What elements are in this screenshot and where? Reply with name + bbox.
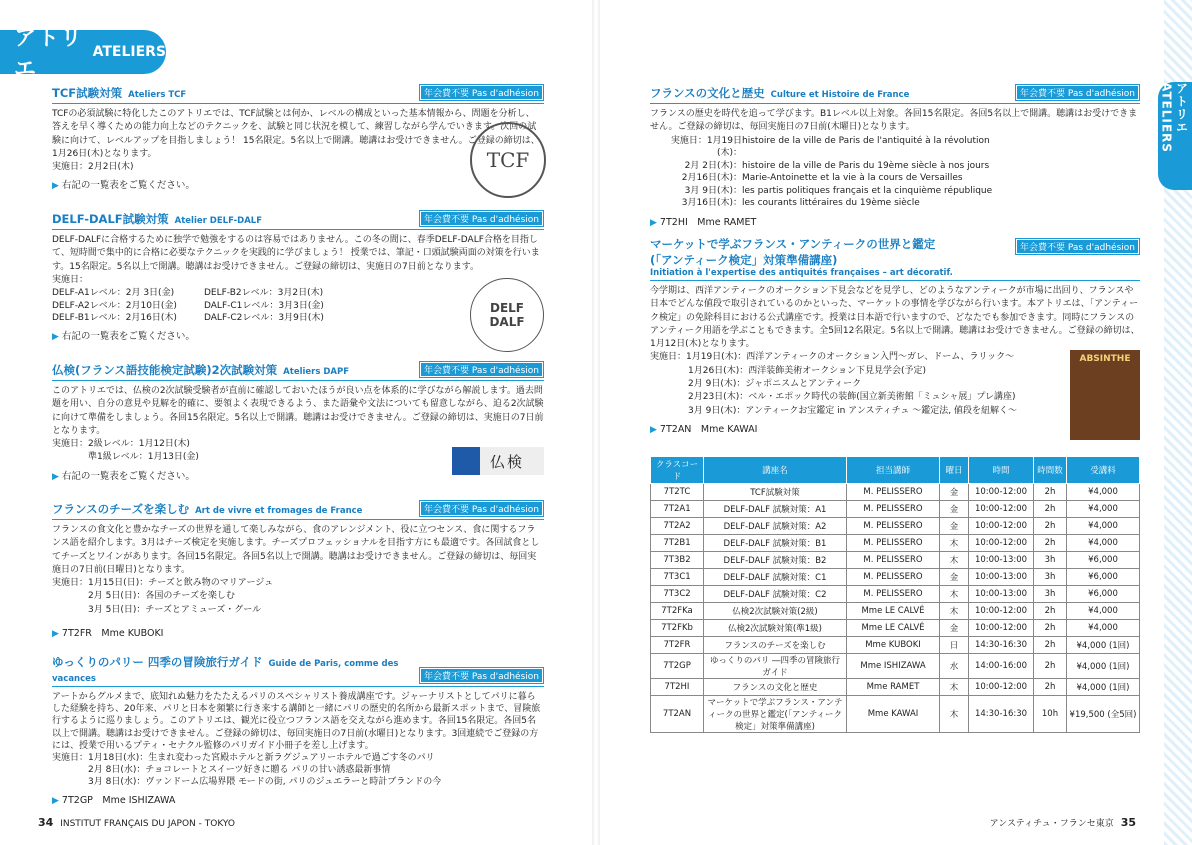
table-cell: 金 <box>940 484 969 501</box>
section-date: 実施日：2月2日(木) <box>52 162 134 173</box>
section-title <box>52 211 262 227</box>
section-header <box>52 654 544 687</box>
table-cell: 10:00-13:00 <box>969 552 1034 569</box>
table-row <box>651 535 1140 552</box>
section-header <box>52 500 544 520</box>
no-membership-badge: 年会費不要 Pas d'adhésion <box>1015 84 1140 101</box>
section-histoire <box>650 84 1140 228</box>
table-cell: 2h <box>1034 501 1067 518</box>
table-cell: M. PELISSERO <box>847 535 940 552</box>
schedule-cell: DELF-A2レベル：2月10日(金) <box>52 300 177 311</box>
table-row <box>651 552 1140 569</box>
table-header-row <box>651 457 1140 484</box>
section-link[interactable] <box>52 625 544 639</box>
triangle-arrow-icon: ▶ <box>52 471 59 482</box>
section-link[interactable] <box>52 177 544 191</box>
schedule-cell: DELF-A1レベル：2月 3日(金) <box>52 288 175 299</box>
schedule-line: 3月 8日(水)：ヴァンドーム広場界隈 モードの街, パリのジュエラーと時計ブランドの今 <box>88 777 442 788</box>
table-cell: 14:00-16:00 <box>969 654 1034 679</box>
table-row <box>651 501 1140 518</box>
schedule-cell: DALF-C1レベル：3月3日(金) <box>204 300 324 311</box>
delf-dalf-logo <box>470 278 544 352</box>
table-cell: 2h <box>1034 484 1067 501</box>
schedule-line: 準1級レベル：1月13日(金) <box>88 452 199 463</box>
schedule-line: 3月 9日(木)：アンティークお宝鑑定 in アンスティチュ 〜鑑定法, 値段を紐解く〜 <box>688 405 1017 416</box>
title-fr: Ateliers TCF <box>128 90 187 100</box>
table-cell: 7T2AN <box>651 696 704 733</box>
table-cell: 2h <box>1034 518 1067 535</box>
schedule-topic: Marie-Antoinette et la vie à la cours de Versailles <box>742 173 963 184</box>
table-cell: 14:30-16:30 <box>969 637 1034 654</box>
section-text: DELF-DALFに合格するために独学で勉強をするのは容易ではありません。この冬の間に、春季DELF-DALF合格を目指して、短時間で集中的に合格に必要なテクニックを実践的に学びましょう！ 授業では、筆記・口頭試験両面の対策を行います。15名限定。5名以上で開講。聴講はお受けできません。ご登録の締切は、実施日の7日前となります。 <box>52 235 540 272</box>
table-row <box>651 637 1140 654</box>
section-link[interactable] <box>52 792 544 806</box>
table-cell: 日 <box>940 637 969 654</box>
table-cell: M. PELISSERO <box>847 501 940 518</box>
section-header <box>52 84 544 104</box>
table-cell: ¥4,000 (1回) <box>1067 654 1140 679</box>
schedule-line: 1月26日(木)：西洋装飾美術オークション下見見学会(予定) <box>688 365 927 376</box>
table-cell: 仏検2次試験対策(2級) <box>704 603 847 620</box>
schedule-line: 実施日：1月18日(水)：生まれ変わった宮殿ホテルと新ラグジュアリーホテルで過ごす冬のパリ <box>52 753 435 764</box>
table-cell: ¥6,000 <box>1067 569 1140 586</box>
table-cell: ¥19,500 (全5回) <box>1067 696 1140 733</box>
page-number: 34 <box>38 816 54 829</box>
side-tab: アトリエ ATELIERS <box>1158 82 1192 190</box>
table-cell: 10:00-12:00 <box>969 518 1034 535</box>
table-cell: Mme LE CALVÉ <box>847 603 940 620</box>
futsuken-logo <box>452 447 544 475</box>
schedule-date: 3月 9日(木)： <box>684 185 742 196</box>
ateliers-banner <box>0 26 166 82</box>
title-fr: Initiation à l'expertise des antiquités françaises – art décoratif. <box>650 268 1140 281</box>
table-cell: ゆっくりのパリ ―四季の冒険旅行ガイド <box>704 654 847 679</box>
table-cell: 7T2A1 <box>651 501 704 518</box>
table-cell: ¥4,000 (1回) <box>1067 679 1140 696</box>
table-row <box>651 569 1140 586</box>
table-cell: 10:00-13:00 <box>969 586 1034 603</box>
link-text: 右記の一覧表をご覧ください。 <box>61 330 195 342</box>
table-cell: ¥6,000 <box>1067 586 1140 603</box>
table-cell: 7T2A2 <box>651 518 704 535</box>
table-cell: 10h <box>1034 696 1067 733</box>
title-fr: Atelier DELF-DALF <box>174 216 262 226</box>
table-body <box>651 484 1140 733</box>
footer-text: アンスティチュ・フランセ東京 <box>989 819 1114 829</box>
schedule-date: 3月16日(木)： <box>681 198 742 209</box>
section-title <box>52 362 349 378</box>
table-cell: 7T3C2 <box>651 586 704 603</box>
table-cell: ¥6,000 <box>1067 552 1140 569</box>
table-cell: M. PELISSERO <box>847 586 940 603</box>
table-cell: ¥4,000 <box>1067 535 1140 552</box>
table-cell: 10:00-12:00 <box>969 679 1034 696</box>
th-fee: 受講料 <box>1067 457 1140 484</box>
section-antique <box>650 236 1140 435</box>
section-title <box>52 85 186 101</box>
schedule-line: 2月 8日(水)：チョコレートとスイーツ好きに贈る パリの甘い誘惑最新事情 <box>88 765 391 776</box>
table-cell: 7T2HI <box>651 679 704 696</box>
left-footer <box>38 816 235 829</box>
section-tcf <box>52 84 544 191</box>
title-fr: Guide de Paris, comme des vacances <box>52 659 399 684</box>
section-header <box>52 210 544 230</box>
table-cell: Mme RAMET <box>847 679 940 696</box>
title-jp: TCF試験対策 <box>52 86 123 100</box>
page-number: 35 <box>1120 816 1136 829</box>
table-row <box>651 518 1140 535</box>
section-text: アートからグルメまで、底知れぬ魅力をたたえるパリのスペシャリスト養成講座です。ジャーナリストとしてパリに暮らした経験を持ち、20年来、パリと日本を頻繁に行き来する講師と一緒にパリの歴史的名所から最新スポットまで、冒険旅行するように巡りましょう。このアトリエは、観光に役立つフランス語を交えながら進めます。各回15名限定。各回5名以上で開講。聴講はお受けできません。ご登録の締切は、毎回実施日の7日前(水曜日)となります。3回連続でご登録の方には、授業で用いるプティ・セナクル監修のパリガイド小冊子を差し上げます。 <box>52 692 541 751</box>
triangle-arrow-icon: ▶ <box>650 217 657 228</box>
table-cell: 10:00-12:00 <box>969 484 1034 501</box>
table-cell: 3h <box>1034 586 1067 603</box>
delf-logo-text: DELF DALF <box>489 301 525 329</box>
table-row <box>651 484 1140 501</box>
table-cell: 水 <box>940 654 969 679</box>
banner-jp: アトリエ <box>14 26 84 82</box>
section-title <box>650 85 909 101</box>
section-text: このアトリエでは、仏検の2次試験受験者が直前に確認しておいたほうが良い点を体系的に学びながら解説します。過去問題を用い、自分の意見や見解を的確に、要領よく表現できるよう、また語彙や文法についても留意しながら、迫る2次試験に向けて準備をしましょう。各回15名限定。5名以上で開講。聴講はお受けできません。ご登録の締切は、実施日の7日前となります。 <box>52 386 544 436</box>
table-cell: マーケットで学ぶフランス・アンティークの世界と鑑定(「アンティーク検定」対策準備講座) <box>704 696 847 733</box>
table-cell: 金 <box>940 518 969 535</box>
th-day: 曜日 <box>940 457 969 484</box>
table-cell: Mme LE CALVÉ <box>847 620 940 637</box>
table-cell: ¥4,000 <box>1067 603 1140 620</box>
table-cell: 7T2FKb <box>651 620 704 637</box>
link-text: 7T2GP Mme ISHIZAWA <box>61 794 176 806</box>
table-cell: ¥4,000 (1回) <box>1067 637 1140 654</box>
table-cell: 2h <box>1034 603 1067 620</box>
schedule-line: 実施日：1月15日(日)：チーズと飲み物のマリアージュ <box>52 578 274 589</box>
table-cell: ¥4,000 <box>1067 501 1140 518</box>
section-title <box>52 501 362 517</box>
dates-label: 実施日： <box>52 274 89 285</box>
link-text: 7T2FR Mme KUBOKI <box>61 628 164 640</box>
title-line: (「アンティーク検定」対策準備講座) <box>650 253 838 267</box>
no-membership-badge: 年会費不要 Pas d'adhésion <box>419 84 544 101</box>
schedule-topic: les partis politiques français et la cinquième république <box>742 185 993 196</box>
no-membership-badge: 年会費不要 Pas d'adhésion <box>419 667 544 684</box>
schedule-line: 2月 9日(木)：ジャポニスムとアンティーク <box>688 379 862 390</box>
schedule-date: 2月16日(木)： <box>681 173 742 184</box>
table-cell: 10:00-13:00 <box>969 569 1034 586</box>
table-cell: フランスのチーズを楽しむ <box>704 637 847 654</box>
table-cell: 金 <box>940 501 969 518</box>
triangle-arrow-icon: ▶ <box>650 424 657 435</box>
title-jp: 仏検(フランス語技能検定試験)2次試験対策 <box>52 363 278 377</box>
schedule-line: 実施日：1月19日(木)：西洋アンティークのオークション入門〜ガレ、ドーム、ラリック〜 <box>650 352 1015 363</box>
table-row <box>651 679 1140 696</box>
schedule-topic: les courants littéraires du 19ème siècle <box>742 198 920 209</box>
section-text: フランスの歴史を時代を追って学びます。B1レベル以上対象。各回15名限定。各回5名以上で開講。聴講はお受けできません。ご登録の締切は、毎回実施日の7日前(木曜日)となります。 <box>650 109 1138 133</box>
link-text: 右記の一覧表をご覧ください。 <box>61 180 195 192</box>
table-cell: 7T2FKa <box>651 603 704 620</box>
title-fr: Ateliers DAPF <box>283 367 350 377</box>
section-text: 今学期は、西洋アンティークのオークション下見会などを見学し、どのようなアンティークが市場に出回り、フランスや日本でどんな値段で取引されているのかといった、マーケットの事情を学びながら行います。本アトリエは、「アンティーク検定」の免除科目における公式講座です。授業は日本語で行いますので、どなたでも参加できます。同時にフランスのアンティーク用語を学ぶこともできます。全5回12名限定。5名以上で開講。聴講はお受けできません。ご登録の締切は、1月12日(木)となります。 <box>650 286 1140 350</box>
table-cell: DELF-DALF 試験対策：A1 <box>704 501 847 518</box>
table-cell: ¥4,000 <box>1067 620 1140 637</box>
table-cell: 10:00-12:00 <box>969 535 1034 552</box>
schedule-cell: DELF-B1レベル：2月16日(木) <box>52 313 177 324</box>
section-link[interactable] <box>52 328 544 342</box>
schedule-date: 実施日：1月19日(木)： <box>670 135 742 159</box>
schedule-cell: DELF-B2レベル：3月2日(木) <box>204 288 324 299</box>
th-hours: 時間数 <box>1034 457 1067 484</box>
table-row <box>651 654 1140 679</box>
section-title <box>52 654 419 684</box>
table-cell: 7T2B1 <box>651 535 704 552</box>
link-text: 右記の一覧表をご覧ください。 <box>61 470 195 482</box>
title-jp: DELF-DALF試験対策 <box>52 212 169 226</box>
table-cell: フランスの文化と歴史 <box>704 679 847 696</box>
table-cell: 木 <box>940 603 969 620</box>
tcf-logo-text: TCF <box>486 148 530 172</box>
th-time: 時間 <box>969 457 1034 484</box>
table-row <box>651 620 1140 637</box>
apeff-icon <box>452 447 480 475</box>
section-link[interactable] <box>650 421 1140 435</box>
no-membership-badge: 年会費不要 Pas d'adhésion <box>419 500 544 517</box>
table-cell: 7T2FR <box>651 637 704 654</box>
section-text: フランスの食文化と豊かなチーズの世界を通して楽しみながら、食のアレンジメント、役に立つセンス、食に関するフランス語を紹介します。3月はチーズ検定を実施します。チーズプロフェッショナルを目指す方にも最適です。各回試食としてチーズとワインがあります。各回15名限定。各回5名以上で開講。聴講はお受けできません。ご登録の締切は、毎回実施日の7日前(日曜日)となります。 <box>52 525 540 575</box>
table-cell: DELF-DALF 試験対策：C2 <box>704 586 847 603</box>
table-row <box>651 603 1140 620</box>
section-link[interactable] <box>650 214 1140 228</box>
triangle-arrow-icon: ▶ <box>52 795 59 806</box>
table-cell: 金 <box>940 569 969 586</box>
schedule-cell: DALF-C2レベル：3月9日(木) <box>204 313 324 324</box>
tcf-logo <box>470 122 546 198</box>
link-text: 7T2AN Mme KAWAI <box>659 423 758 435</box>
table-cell: M. PELISSERO <box>847 518 940 535</box>
table-cell: 10:00-12:00 <box>969 501 1034 518</box>
th-code: クラスコード <box>651 457 704 484</box>
triangle-arrow-icon: ▶ <box>52 181 59 192</box>
title-jp: フランスの文化と歴史 <box>650 86 765 100</box>
right-footer <box>990 816 1136 829</box>
table-cell: DELF-DALF 試験対策：B2 <box>704 552 847 569</box>
table-cell: 2h <box>1034 620 1067 637</box>
table-cell: 10:00-12:00 <box>969 603 1034 620</box>
table-cell: 金 <box>940 620 969 637</box>
table-cell: ¥4,000 <box>1067 484 1140 501</box>
absinthe-poster <box>1070 350 1140 440</box>
footer-text: INSTITUT FRANÇAIS DU JAPON - TOKYO <box>60 819 236 829</box>
table-cell: 木 <box>940 679 969 696</box>
title-jp: ゆっくりのパリー 四季の冒険旅行ガイド <box>52 655 263 669</box>
section-header <box>52 361 544 381</box>
table-cell: 2h <box>1034 654 1067 679</box>
table-cell: 7T2TC <box>651 484 704 501</box>
table-cell: TCF試験対策 <box>704 484 847 501</box>
table-cell: 14:30-16:30 <box>969 696 1034 733</box>
poster-text: ABSINTHE <box>1079 354 1131 364</box>
schedule-line: 2月23日(木)：ベル・エポック時代の装飾(国立新美術館「ミュシャ展」プレ講座) <box>688 392 1016 403</box>
title-fr: Culture et Histoire de France <box>770 90 910 100</box>
section-paris-guide <box>52 654 544 806</box>
table-cell: 2h <box>1034 535 1067 552</box>
table-cell: 7T3B2 <box>651 552 704 569</box>
th-teacher: 担当講師 <box>847 457 940 484</box>
table-cell: M. PELISSERO <box>847 552 940 569</box>
schedule-line: 実施日：2級レベル：1月12日(木) <box>52 439 190 450</box>
table-cell: 3h <box>1034 552 1067 569</box>
table-cell: DELF-DALF 試験対策：B1 <box>704 535 847 552</box>
histoire-schedule <box>650 135 992 210</box>
futsuken-logo-text: 仏検 <box>490 452 525 471</box>
table-cell: DELF-DALF 試験対策：C1 <box>704 569 847 586</box>
delf-schedule <box>52 287 324 325</box>
title-line: マーケットで学ぶフランス・アンティークの世界と鑑定 <box>650 237 936 251</box>
table-row <box>651 586 1140 603</box>
triangle-arrow-icon: ▶ <box>52 629 59 640</box>
table-cell: M. PELISSERO <box>847 569 940 586</box>
title-fr: Art de vivre et fromages de France <box>195 506 363 516</box>
table-cell: 7T2GP <box>651 654 704 679</box>
title-jp: フランスのチーズを楽しむ <box>52 502 190 516</box>
section-fromage <box>52 500 544 639</box>
no-membership-badge: 年会費不要 Pas d'adhésion <box>419 361 544 378</box>
table-cell: 仏検2次試験対策(準1級) <box>704 620 847 637</box>
schedule-line: 3月 5日(日)：チーズとアミューズ・グール <box>88 604 262 615</box>
table-cell: 3h <box>1034 569 1067 586</box>
section-text: TCFの必須試験に特化したこのアトリエでは、TCF試験とは何か、レベルの構成といった基本情報から、問題を分析し、答えを早く導くための能力向上などのテクニックを、試験と同じ状況を模して、練習しながら学んでいきます。次回の試験に向けて、レベルアップを目指しましょう！ 15名限定。5名以上で開講。聴講はお受けできません。ご登録の締切は、1月26日(木)となります。 <box>52 109 540 159</box>
table-cell: 2h <box>1034 679 1067 696</box>
no-membership-badge: 年会費不要 Pas d'adhésion <box>1015 238 1140 255</box>
triangle-arrow-icon: ▶ <box>52 331 59 342</box>
table-cell: 10:00-12:00 <box>969 620 1034 637</box>
table-cell: 木 <box>940 552 969 569</box>
schedule-topic: histoire de la ville de Paris de l'antiquité à la révolution <box>742 135 990 146</box>
no-membership-badge: 年会費不要 Pas d'adhésion <box>419 210 544 227</box>
table-cell: Mme KUBOKI <box>847 637 940 654</box>
table-cell: 木 <box>940 586 969 603</box>
th-course: 講座名 <box>704 457 847 484</box>
link-text: 7T2HI Mme RAMET <box>659 216 757 228</box>
table-row <box>651 696 1140 733</box>
table-cell: Mme KAWAI <box>847 696 940 733</box>
table-cell: ¥4,000 <box>1067 518 1140 535</box>
table-cell: 7T3C1 <box>651 569 704 586</box>
table-cell: DELF-DALF 試験対策：A2 <box>704 518 847 535</box>
section-header <box>650 84 1140 104</box>
table-cell: 木 <box>940 535 969 552</box>
schedule-date: 2月 2日(木)： <box>684 160 742 171</box>
table-cell: M. PELISSERO <box>847 484 940 501</box>
table-cell: 木 <box>940 696 969 733</box>
table-cell: Mme ISHIZAWA <box>847 654 940 679</box>
section-header <box>650 236 1140 281</box>
table-cell: 2h <box>1034 637 1067 654</box>
course-table <box>650 456 1140 733</box>
banner-fr: ATELIERS <box>92 44 166 60</box>
schedule-topic: histoire de la ville de Paris du 19ème siècle à nos jours <box>742 160 990 171</box>
schedule-line: 2月 5日(日)：各国のチーズを楽しむ <box>88 591 235 602</box>
